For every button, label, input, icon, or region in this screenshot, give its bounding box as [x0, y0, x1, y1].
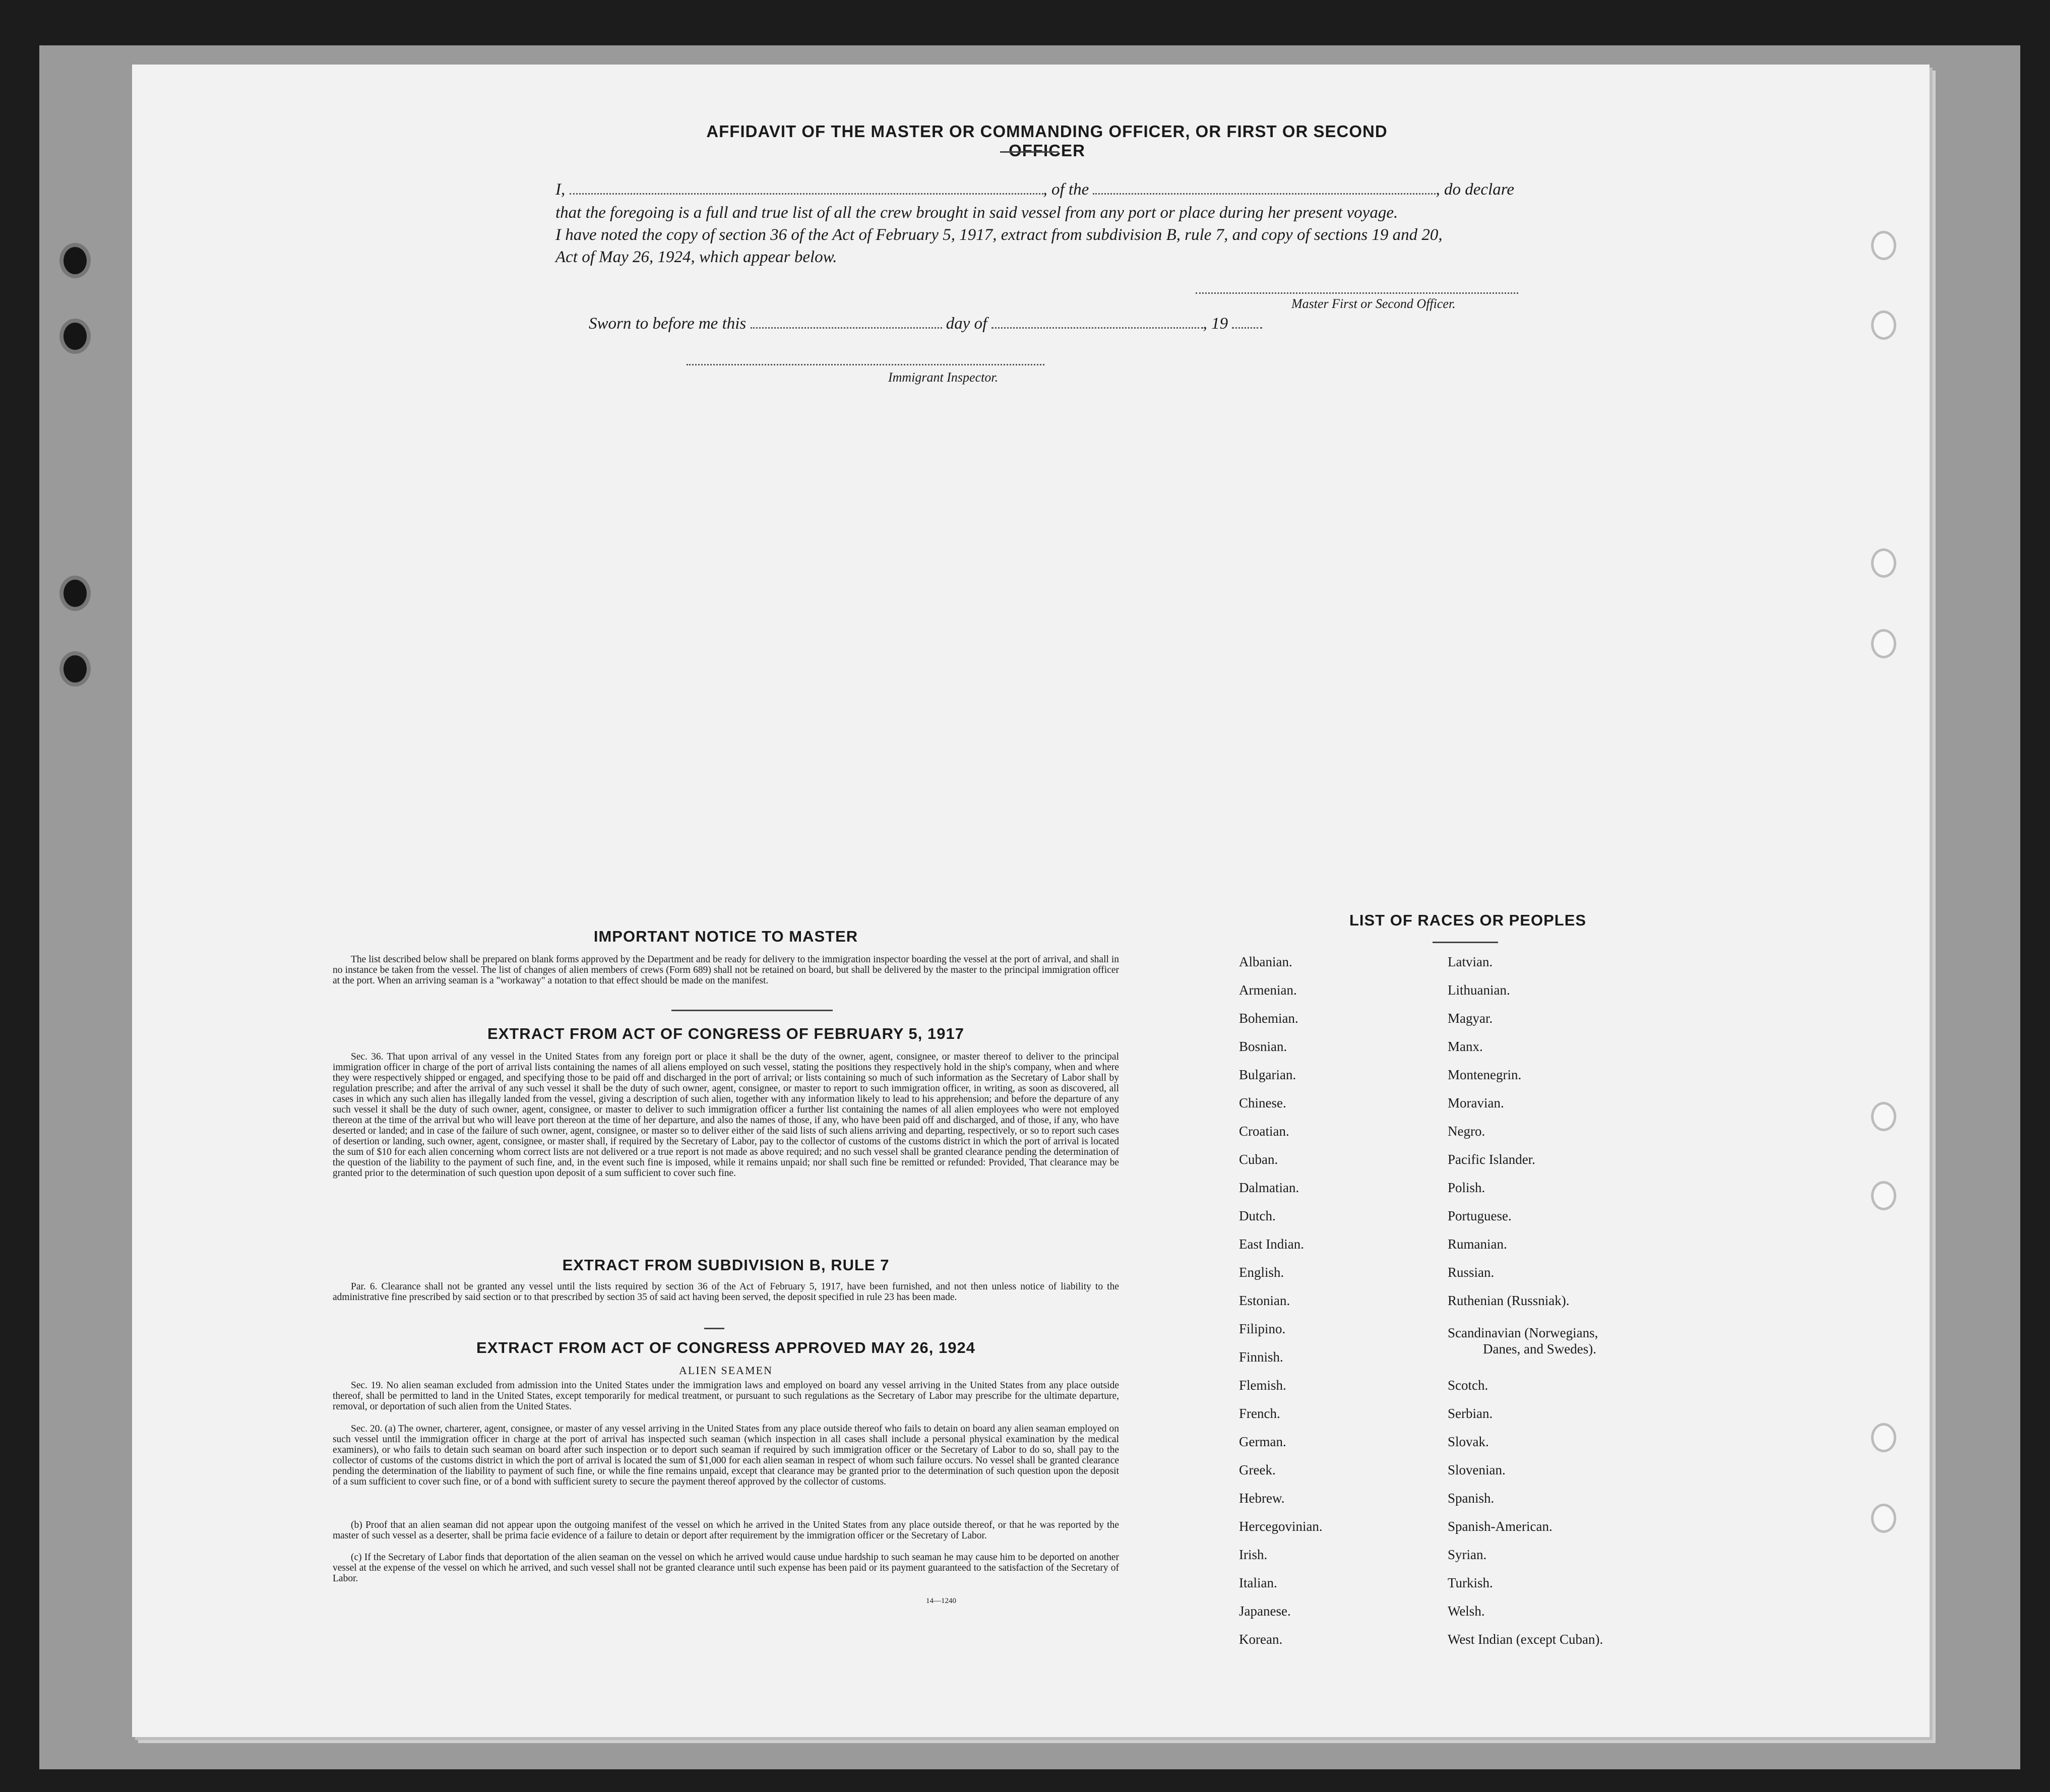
race-item: Slovenian.: [1448, 1462, 1506, 1477]
section-rule: [704, 1328, 724, 1329]
race-item: Armenian.: [1239, 982, 1297, 998]
race-item: Danes, and Swedes).: [1483, 1341, 1596, 1356]
race-item: Moravian.: [1448, 1095, 1504, 1110]
inspector-label: Immigrant Inspector.: [888, 370, 999, 385]
form-number: 14—1240: [926, 1597, 956, 1605]
extract-1917-title: EXTRACT FROM ACT OF CONGRESS OF FEBRUARY 5, 1917: [487, 1025, 964, 1042]
race-item: Dalmatian.: [1239, 1180, 1299, 1195]
race-item: West Indian (except Cuban).: [1448, 1632, 1603, 1647]
sworn-day-field[interactable]: [751, 327, 942, 329]
sworn-line: [589, 315, 1262, 333]
race-item: Polish.: [1448, 1180, 1485, 1195]
affidavit-line-2: that the foregoing is a full and true list of all the crew brought in said vessel from any port or place during her present voyage.: [555, 204, 1398, 222]
sworn-year-field[interactable]: [1232, 327, 1262, 329]
races-title: LIST OF RACES OR PEOPLES: [1349, 911, 1587, 929]
extract-1924-sec19: Sec. 19. No alien seaman excluded from admission into the United States under the immigration laws and employed on board any vessel arriving in the United States from any place outside thereof, shall be permitted to land in the United States, except temporarily for medical treatment, or pursuant to such regulations as the Secretary of Labor may prescribe for the ultimate departure, removal, or deportation of such alien from the United States.: [333, 1380, 1119, 1412]
affidavit-title: AFFIDAVIT OF THE MASTER OR COMMANDING OFFICER, OR FIRST OR SECOND OFFICER: [706, 122, 1388, 160]
race-item: Scotch.: [1448, 1378, 1488, 1393]
race-item: Bulgarian.: [1239, 1067, 1296, 1082]
do-declare-label: , do declare: [1436, 180, 1514, 199]
race-item: Filipino.: [1239, 1321, 1286, 1336]
race-item: Croatian.: [1239, 1124, 1289, 1139]
race-item: Spanish.: [1448, 1491, 1495, 1506]
race-item: Cuban.: [1239, 1152, 1278, 1167]
extract-1917-body: Sec. 36. That upon arrival of any vessel in the United States from any foreign port or place it shall be the duty of the owner, agent, consignee, or master thereof to deliver to the principal immigration officer in charge of the port of arrival lists containing the names of all aliens employed on such vessel, stating the positions they respectively hold in the ship's company, when and where they were respectively shipped or engaged, and specifying those to be paid off and discharged in the port of arrival; or lists containing so much of such information as the Secretary of Labor shall by regulation prescribe; and after the arrival of any such vessel it shall be the duty of such owner, agent, consignee, or master to report to such immigration officer, in writing, as soon as discovered, all cases in which any such alien has illegally landed from the vessel, giving a description of such alien, together with any information likely to lead to his apprehension; and before the departure of any such vessel it shall be the duty of such owner, agent, consignee, or master to deliver to such immigration officer a further list containing the names of all alien employees who were not employed thereon at the time of the arrival but who will leave port thereon at the time of her departure, and also the names of those, if any, who have been paid off and discharged, and of those, if any, who have deserted or landed; and in case of the failure of such owner, agent, consignee, or master so to deliver either of the said lists of such aliens arriving and departing, respectively, or so to report such cases of desertion or landing, such owner, agent, consignee, or master shall, if required by the Secretary of Labor, pay to the collector of customs of the customs district in which the port of arrival is located the sum of $10 for each alien concerning whom correct lists are not delivered or a true report is not made as above required; and no such vessel shall be granted clearance pending the determination of the question of the liability to the payment of such fine, and, in the event such fine is imposed, while it remains unpaid; nor shall such fine be remitted or refunded: Provided, That clearance may be granted prior to the determination of such question upon deposit of a sum sufficient to cover such fine.: [333, 1052, 1119, 1179]
day-of-label: day of: [946, 315, 987, 333]
page-hole: [1871, 1181, 1896, 1210]
sworn-month-field[interactable]: [991, 327, 1203, 329]
binder-hole: [64, 655, 87, 683]
race-item: Dutch.: [1239, 1208, 1276, 1223]
race-item: Manx.: [1448, 1039, 1483, 1054]
race-item: Portuguese.: [1448, 1208, 1512, 1223]
race-item: Hercegovinian.: [1239, 1519, 1323, 1534]
race-item: Bohemian.: [1239, 1011, 1298, 1026]
master-signature-label: Master First or Second Officer.: [1291, 296, 1456, 311]
race-item: Korean.: [1239, 1632, 1283, 1647]
race-item: Turkish.: [1448, 1575, 1493, 1590]
race-item: Greek.: [1239, 1462, 1276, 1477]
extract-1924-sec20a: Sec. 20. (a) The owner, charterer, agent, consignee, or master of any vessel arriving in the United States from any place outside thereof who fails to detain on board any alien seaman employed on such vessel until the immigration officer in charge at the port of arrival has inspected such seaman (which inspection in all cases shall include a personal physical examination by the medical examiners), or who fails to detain such seaman on board after such inspection or to deport such seaman if required by such immigration officer or the Secretary of Labor to do so, shall pay to the collector of customs of the customs district in which the port of arrival is located the sum of $1,000 for each alien seaman in respect of whom such failure occurs. No vessel shall be granted clearance pending the determination of the liability to payment of such fine, or while the fine remains unpaid, except that clearance may be granted prior to the determination of such question upon the deposit of a sum sufficient to cover such fine, or of a bond with sufficient surety to secure the payment thereof approved by the collector of customs.: [333, 1424, 1119, 1487]
extract-rule7-body: Par. 6. Clearance shall not be granted any vessel until the lists required by section 36 of the Act of February 5, 1917, have been furnished, and not then unless notice of liability to the administrative fine prescribed by said section or to that prescribed by section 35 of said act having been served, the deposit specified in rule 23 has been made.: [333, 1281, 1119, 1303]
race-item: Ruthenian (Russniak).: [1448, 1293, 1570, 1308]
race-item: Italian.: [1239, 1575, 1277, 1590]
race-item: Montenegrin.: [1448, 1067, 1522, 1082]
affidavit-line-1: [555, 180, 1514, 199]
affidavit-line-4: Act of May 26, 1924, which appear below.: [555, 248, 837, 266]
extract-1924-subtitle: ALIEN SEAMEN: [679, 1364, 773, 1377]
binder-hole: [64, 247, 87, 274]
vessel-field[interactable]: [1093, 193, 1436, 195]
race-item: Pacific Islander.: [1448, 1152, 1535, 1167]
page-hole: [1871, 231, 1896, 260]
extract-1924-title: EXTRACT FROM ACT OF CONGRESS APPROVED MAY 26, 1924: [476, 1339, 975, 1356]
race-item: Hebrew.: [1239, 1491, 1285, 1506]
race-item: Albanian.: [1239, 954, 1292, 969]
race-item: Bosnian.: [1239, 1039, 1287, 1054]
race-item: Welsh.: [1448, 1603, 1485, 1619]
race-item: Syrian.: [1448, 1547, 1487, 1562]
race-item: Magyar.: [1448, 1011, 1493, 1026]
race-item: Slovak.: [1448, 1434, 1489, 1449]
inspector-signature-field[interactable]: [687, 364, 1044, 365]
notice-body: The list described below shall be prepared on blank forms approved by the Department and be ready for delivery to the immigration inspector boarding the vessel at the port of arrival, and shall in no instance be taken from the vessel. The list of changes of alien members of crews (Form 689) shall not be retained on board, but shall be delivered by the master to the principal immigration officer at the port. When an arriving seaman is a "workaway" a notation to that effect should be made on the manifest.: [333, 954, 1119, 986]
page-hole: [1871, 548, 1896, 578]
binder-hole: [64, 580, 87, 607]
race-item: Irish.: [1239, 1547, 1268, 1562]
extract-1924-sec20b: (b) Proof that an alien seaman did not appear upon the outgoing manifest of the vessel on which he arrived in the United States from any place outside thereof, or that he was reported by the master of such vessel as a deserter, shall be prima facie evidence of a failure to detain or deport after requirement by the immigration officer or the Secretary of Labor.: [333, 1520, 1119, 1541]
race-item: East Indian.: [1239, 1237, 1304, 1252]
race-item: English.: [1239, 1265, 1284, 1280]
race-item: Latvian.: [1448, 954, 1493, 969]
race-item: Lithuanian.: [1448, 982, 1510, 998]
race-item: Negro.: [1448, 1124, 1485, 1139]
race-item: German.: [1239, 1434, 1286, 1449]
race-item: Rumanian.: [1448, 1237, 1507, 1252]
sworn-label: Sworn to before me this: [589, 315, 747, 333]
page-hole: [1871, 311, 1896, 340]
binder-hole: [64, 323, 87, 350]
page-hole: [1871, 1423, 1896, 1452]
notice-title: IMPORTANT NOTICE TO MASTER: [593, 928, 858, 945]
race-item: Japanese.: [1239, 1603, 1291, 1619]
race-item: Flemish.: [1239, 1378, 1286, 1393]
master-signature-field[interactable]: [1196, 292, 1518, 294]
extract-1924-sec20c: (c) If the Secretary of Labor finds that deportation of the alien seaman on the vessel on which he arrived would cause undue hardship to such seaman he may cause him to be deported on another vessel at the expense of the vessel on which he arrived, and such vessel shall not be granted clearance until such expense has been paid or its payment guaranteed to the satisfaction of the Secretary of Labor.: [333, 1552, 1119, 1584]
name-field[interactable]: [570, 193, 1043, 195]
race-item: Chinese.: [1239, 1095, 1286, 1110]
extract-rule7-title: EXTRACT FROM SUBDIVISION B, RULE 7: [562, 1256, 890, 1274]
year-label: , 19: [1203, 315, 1228, 333]
race-item: Finnish.: [1239, 1349, 1283, 1365]
of-the-label: , of the: [1043, 180, 1089, 199]
race-item: Scandinavian (Norwegians,: [1448, 1325, 1598, 1340]
section-rule: [671, 1010, 833, 1011]
page-hole: [1871, 1102, 1896, 1131]
title-rule: [1000, 151, 1059, 153]
races-right-column: [1448, 954, 1710, 1720]
race-item: Spanish-American.: [1448, 1519, 1552, 1534]
i-label: I,: [555, 180, 566, 199]
race-item: French.: [1239, 1406, 1280, 1421]
races-rule: [1433, 942, 1498, 943]
document-page: [132, 65, 1930, 1737]
race-item: Estonian.: [1239, 1293, 1290, 1308]
race-item: Serbian.: [1448, 1406, 1493, 1421]
affidavit-line-3: I have noted the copy of section 36 of the Act of February 5, 1917, extract from subdivision B, rule 7, and copy of sections 19 and 20,: [555, 226, 1443, 244]
race-item: Russian.: [1448, 1265, 1495, 1280]
page-hole: [1871, 629, 1896, 658]
page-hole: [1871, 1504, 1896, 1533]
